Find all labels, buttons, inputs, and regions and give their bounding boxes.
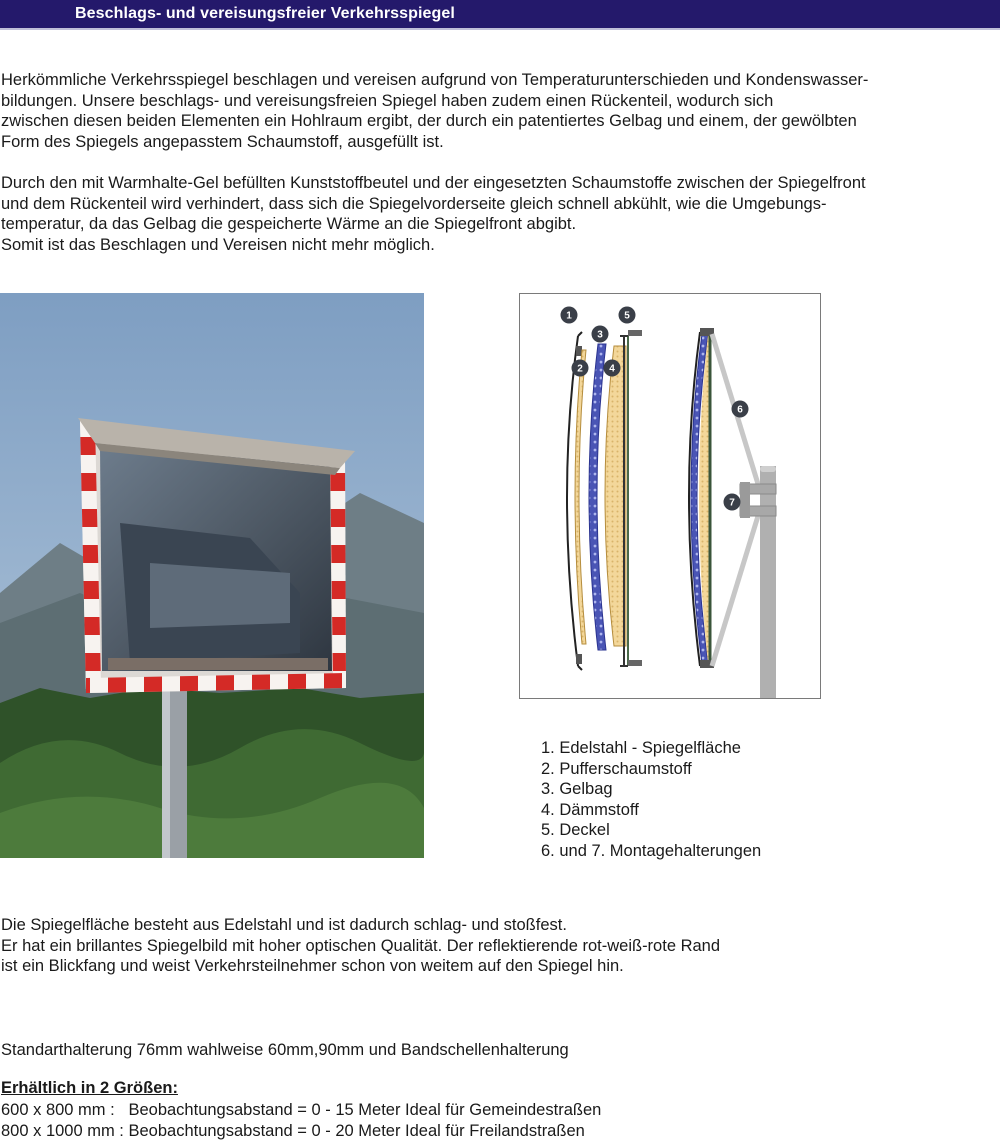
function-paragraph: Durch den mit Warmhalte-Gel befüllten Kunststoffbeutel und der eingesetzten Schaumstoffe zwischen der Spiegelfront und dem Rückenteil wird verhindert, dass sich die Spiegelvorderseite gleich schnell abkühlt, wie die Umgebungs- temperatur, da das Gelbag die gespeicherte Wärme an die Spiegelfront abgibt. Somit ist das Beschlagen und Vereisen nicht mehr möglich. xyxy=(1,174,866,254)
sizes-heading: Erhältlich in 2 Größen: xyxy=(1,1079,178,1097)
svg-text:3: 3 xyxy=(597,329,603,341)
mirror-photo xyxy=(0,293,424,858)
assembled-view xyxy=(689,328,776,698)
title-bar xyxy=(0,0,1000,30)
svg-text:5: 5 xyxy=(624,310,630,322)
diagram-legend xyxy=(541,738,761,862)
diagram-badge-1 xyxy=(561,307,578,324)
diagram-badge-4 xyxy=(604,360,621,377)
size-item: 600 x 800 mm : Beobachtungsabstand = 0 - 15 Meter Ideal für Gemeindestraßen xyxy=(1,1101,602,1119)
legend-item: 4. Dämmstoff xyxy=(541,800,639,819)
diagram-badge-5 xyxy=(619,307,636,324)
page-title: Beschlags- und vereisungsfreier Verkehrsspiegel xyxy=(75,5,455,22)
legend-item: 3. Gelbag xyxy=(541,780,613,799)
legend-item: 5. Deckel xyxy=(541,821,610,840)
diagram-badge-3 xyxy=(592,326,609,343)
size-item: 800 x 1000 mm : Beobachtungsabstand = 0 - 20 Meter Ideal für Freilandstraßen xyxy=(1,1121,585,1140)
legend-item: 1. Edelstahl - Spiegelfläche xyxy=(541,739,741,757)
sizes-list xyxy=(1,1100,601,1141)
legend-item: 6. und 7. Montagehalterungen xyxy=(541,841,762,860)
svg-text:1: 1 xyxy=(566,310,572,322)
svg-text:6: 6 xyxy=(737,404,743,416)
diagram-badge-7 xyxy=(724,494,741,511)
construction-diagram xyxy=(519,293,821,699)
diagram-badge-2 xyxy=(572,360,589,377)
svg-text:7: 7 xyxy=(729,497,735,509)
mounting-paragraph: Standarthalterung 76mm wahlweise 60mm,90mm und Bandschellenhalterung xyxy=(1,1041,569,1059)
svg-text:4: 4 xyxy=(609,363,615,375)
material-paragraph: Die Spiegelfläche besteht aus Edelstahl und ist dadurch schlag- und stoßfest. Er hat ein brillantes Spiegelbild mit hoher optischen Qualität. Der reflektierende rot-weiß-rote Rand ist ein Blickfang und weist Verkehrsteilnehmer schon von weitem auf den Spiegel hin. xyxy=(1,916,721,976)
diagram-badge-6 xyxy=(732,401,749,418)
legend-item: 2. Pufferschaumstoff xyxy=(541,759,692,778)
svg-text:2: 2 xyxy=(577,363,583,375)
exploded-view xyxy=(567,330,642,670)
intro-paragraph: Herkömmliche Verkehrsspiegel beschlagen und vereisen aufgrund von Temperaturunterschieden und Kondenswasser- bildungen. Unsere beschlags- und vereisungsfreien Spiegel haben zudem einen Rückenteil, wodurch sich zwischen diesen beiden Elementen ein Hohlraum ergibt, der durch ein patentiertes Gelbag und einem, der gewölbten Form des Spiegels angepasstem Schaumstoff, ausgefüllt ist. xyxy=(1,71,869,151)
